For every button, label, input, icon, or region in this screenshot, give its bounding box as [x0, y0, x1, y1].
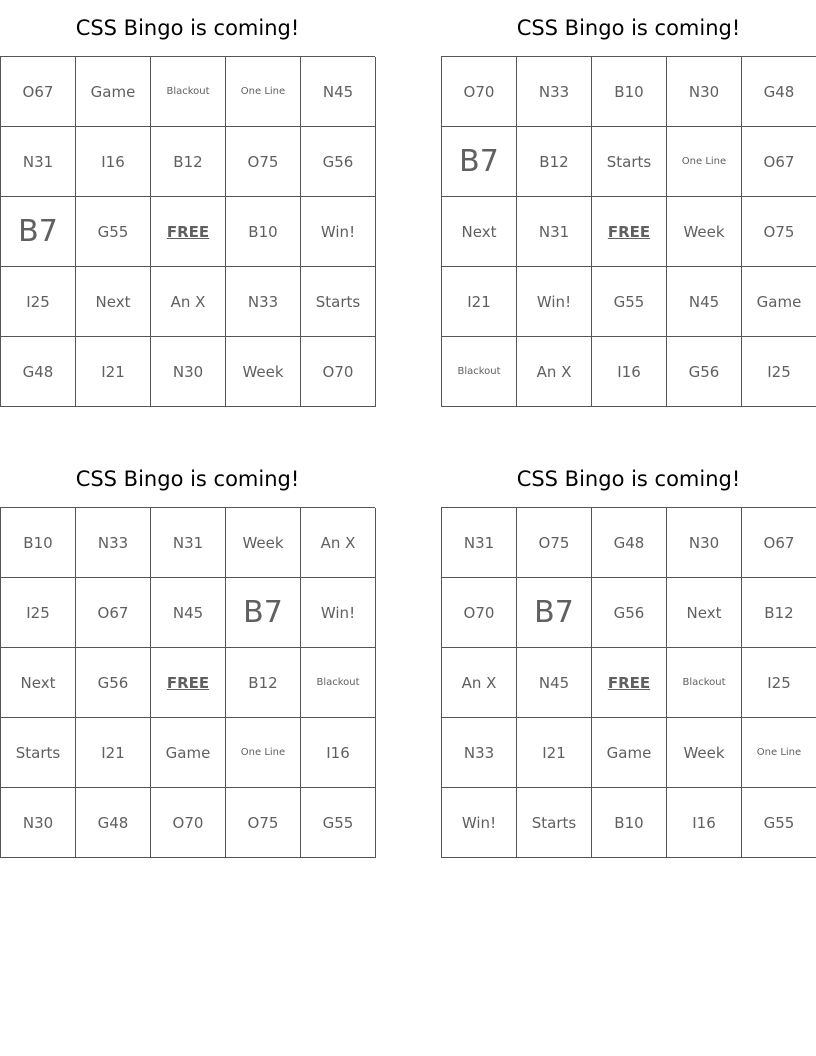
- bingo-cell: Week: [667, 718, 742, 788]
- bingo-cell: Week: [667, 197, 742, 267]
- bingo-cell: Win!: [301, 578, 376, 648]
- bingo-cell: Next: [76, 267, 151, 337]
- bingo-cell: G55: [76, 197, 151, 267]
- bingo-cell: I25: [742, 337, 816, 407]
- bingo-cell: One Line: [667, 127, 742, 197]
- bingo-cell: O75: [517, 508, 592, 578]
- bingo-cell: I25: [742, 648, 816, 718]
- card-title: CSS Bingo is coming!: [75, 16, 300, 40]
- bingo-cell: I16: [592, 337, 667, 407]
- bingo-cell: N45: [517, 648, 592, 718]
- bingo-cell: I21: [76, 337, 151, 407]
- bingo-cell: N31: [442, 508, 517, 578]
- card-title: CSS Bingo is coming!: [75, 467, 300, 491]
- bingo-cell: N31: [151, 508, 226, 578]
- bingo-card-4: [441, 451, 816, 858]
- bingo-cell: O75: [742, 197, 816, 267]
- bingo-cell: Game: [151, 718, 226, 788]
- bingo-cell: One Line: [226, 718, 301, 788]
- bingo-cell: G48: [742, 57, 816, 127]
- bingo-cell: O67: [742, 508, 816, 578]
- bingo-cell: Game: [76, 57, 151, 127]
- bingo-card-2: [441, 0, 816, 407]
- free-space-cell: FREE: [592, 648, 667, 718]
- bingo-cell: G55: [301, 788, 376, 858]
- bingo-cell: N45: [151, 578, 226, 648]
- bingo-cell: An X: [442, 648, 517, 718]
- bingo-cell: N30: [151, 337, 226, 407]
- bingo-cell: I25: [1, 267, 76, 337]
- bingo-cell: N30: [667, 508, 742, 578]
- bingo-cell: O70: [301, 337, 376, 407]
- bingo-cell: Win!: [517, 267, 592, 337]
- bingo-cell: I16: [301, 718, 376, 788]
- bingo-cell: G48: [76, 788, 151, 858]
- bingo-cell: Starts: [1, 718, 76, 788]
- bingo-cell: G56: [667, 337, 742, 407]
- free-space-cell: FREE: [592, 197, 667, 267]
- bingo-cell: G48: [1, 337, 76, 407]
- bingo-cell: Blackout: [442, 337, 517, 407]
- bingo-cell: B10: [592, 57, 667, 127]
- bingo-cell: Blackout: [151, 57, 226, 127]
- bingo-grid: [0, 56, 375, 407]
- bingo-cell: Starts: [592, 127, 667, 197]
- bingo-cell: B7: [226, 578, 301, 648]
- bingo-card-3: [0, 451, 375, 858]
- bingo-grid: [441, 507, 816, 858]
- bingo-cell: I21: [76, 718, 151, 788]
- bingo-cell: Starts: [517, 788, 592, 858]
- bingo-cell: O70: [442, 578, 517, 648]
- bingo-cell: B7: [517, 578, 592, 648]
- bingo-cell: Starts: [301, 267, 376, 337]
- bingo-cell: G48: [592, 508, 667, 578]
- bingo-cell: G55: [742, 788, 816, 858]
- bingo-cell: N31: [1, 127, 76, 197]
- bingo-cell: O70: [151, 788, 226, 858]
- bingo-cell: N30: [667, 57, 742, 127]
- bingo-cell: One Line: [742, 718, 816, 788]
- bingo-cell: N33: [442, 718, 517, 788]
- bingo-cell: I21: [517, 718, 592, 788]
- bingo-cell: Game: [592, 718, 667, 788]
- card-title: CSS Bingo is coming!: [516, 467, 741, 491]
- bingo-cell: B7: [442, 127, 517, 197]
- bingo-cell: O67: [1, 57, 76, 127]
- bingo-card-1: [0, 0, 375, 407]
- bingo-cell: G56: [592, 578, 667, 648]
- bingo-cell: Week: [226, 337, 301, 407]
- bingo-cell: N33: [517, 57, 592, 127]
- bingo-cell: G55: [592, 267, 667, 337]
- bingo-cell: N31: [517, 197, 592, 267]
- bingo-cell: G56: [76, 648, 151, 718]
- bingo-cell: B12: [226, 648, 301, 718]
- bingo-cell: B10: [1, 508, 76, 578]
- bingo-cell: B10: [226, 197, 301, 267]
- bingo-cell: I16: [76, 127, 151, 197]
- bingo-cell: An X: [517, 337, 592, 407]
- bingo-cell: N45: [301, 57, 376, 127]
- bingo-cell: One Line: [226, 57, 301, 127]
- bingo-cell: O70: [442, 57, 517, 127]
- card-title: CSS Bingo is coming!: [516, 16, 741, 40]
- bingo-cell: N30: [1, 788, 76, 858]
- bingo-cell: B12: [151, 127, 226, 197]
- bingo-cell: O67: [76, 578, 151, 648]
- bingo-cell: Win!: [301, 197, 376, 267]
- bingo-cell: Next: [442, 197, 517, 267]
- bingo-cell: I16: [667, 788, 742, 858]
- bingo-cell: Game: [742, 267, 816, 337]
- bingo-cell: O67: [742, 127, 816, 197]
- bingo-cell: B12: [742, 578, 816, 648]
- bingo-cell: I21: [442, 267, 517, 337]
- bingo-cell: N33: [76, 508, 151, 578]
- bingo-cell: I25: [1, 578, 76, 648]
- bingo-cell: An X: [301, 508, 376, 578]
- bingo-cell: B7: [1, 197, 76, 267]
- bingo-cell: Next: [1, 648, 76, 718]
- bingo-cell: Next: [667, 578, 742, 648]
- bingo-cell: B10: [592, 788, 667, 858]
- bingo-cell: Blackout: [667, 648, 742, 718]
- bingo-cell: Week: [226, 508, 301, 578]
- bingo-cell: Win!: [442, 788, 517, 858]
- bingo-cell: O75: [226, 127, 301, 197]
- bingo-cell: O75: [226, 788, 301, 858]
- bingo-grid: [0, 507, 375, 858]
- bingo-cell: G56: [301, 127, 376, 197]
- bingo-cell: N45: [667, 267, 742, 337]
- bingo-grid: [441, 56, 816, 407]
- free-space-cell: FREE: [151, 197, 226, 267]
- bingo-cell: An X: [151, 267, 226, 337]
- bingo-cell: N33: [226, 267, 301, 337]
- bingo-cell: B12: [517, 127, 592, 197]
- free-space-cell: FREE: [151, 648, 226, 718]
- bingo-cell: Blackout: [301, 648, 376, 718]
